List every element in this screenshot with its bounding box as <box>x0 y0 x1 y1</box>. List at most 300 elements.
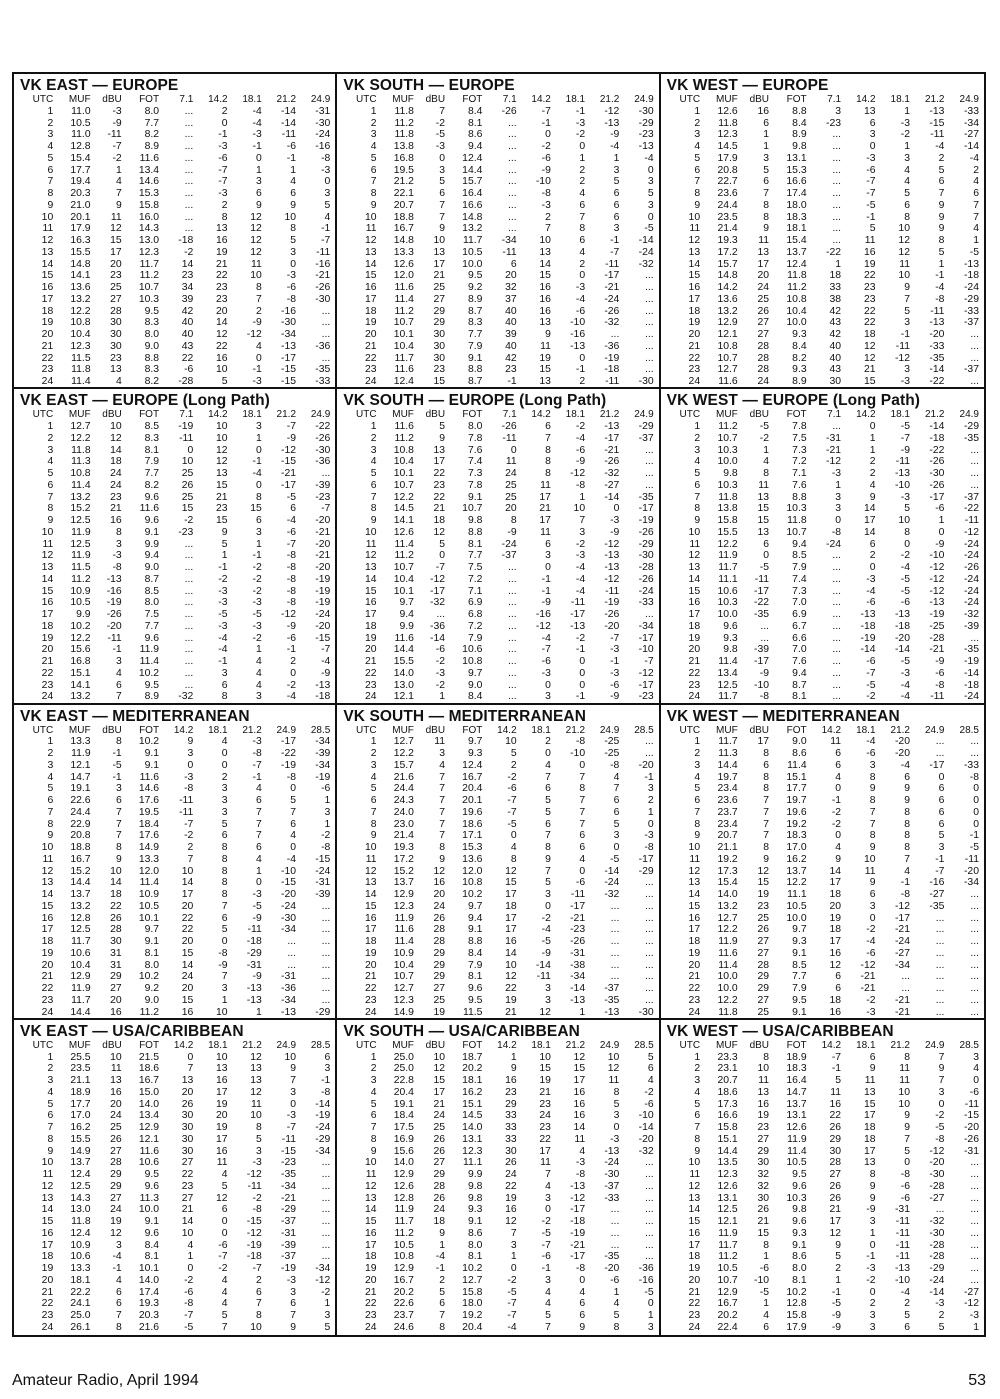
table-cell: 15.2 <box>70 503 91 515</box>
table-cell: 21 <box>41 971 54 983</box>
table-cell: 11.7 <box>718 1239 738 1251</box>
table-cell: 16 <box>688 1227 701 1239</box>
table-cell: 0 <box>835 783 842 795</box>
table-cell: 26 <box>829 1122 842 1133</box>
table-cell: -35 <box>604 994 620 1006</box>
table-cell: -14 <box>929 364 945 376</box>
table-cell: -8 <box>935 293 945 305</box>
table-cell: 26 <box>110 912 122 924</box>
table-cell: 21 <box>688 971 701 983</box>
table-cell: 27 <box>433 293 446 305</box>
table-cell: -24 <box>638 246 654 258</box>
table-row <box>343 819 654 831</box>
table-cell: -7 <box>286 421 297 432</box>
table-cell: -6 <box>644 1098 654 1110</box>
column-header: 14.2 <box>531 409 551 421</box>
prediction-panel <box>337 389 660 704</box>
table-cell: -10 <box>638 1110 654 1122</box>
table-cell: -13 <box>604 550 620 562</box>
table-cell: 24 <box>41 691 54 703</box>
table-cell: -9 <box>541 597 551 609</box>
table-cell: ... <box>321 994 331 1006</box>
column-header: UTC <box>356 409 377 421</box>
table-cell: 9.9 <box>144 538 160 550</box>
table-cell: 11.9 <box>139 644 160 656</box>
table-cell: 0 <box>579 679 586 691</box>
table-cell: -24 <box>638 585 654 597</box>
table-cell: 23 <box>539 1098 551 1110</box>
table-cell: 14.4 <box>70 877 91 889</box>
table-row <box>667 597 980 609</box>
table-row <box>343 854 654 866</box>
table-cell: 4 <box>47 771 54 783</box>
table-cell: -6 <box>184 364 194 376</box>
table-cell: 5 <box>47 468 54 479</box>
table-cell: 0 <box>647 1298 654 1310</box>
table-row <box>20 421 331 433</box>
table-cell: -10 <box>638 644 654 656</box>
table-cell: 0 <box>187 1263 194 1274</box>
table-cell: 6 <box>545 818 551 830</box>
table-cell: -11 <box>570 889 586 900</box>
table-cell: 8 <box>904 842 910 853</box>
table-cell: ... <box>184 538 194 550</box>
table-cell: 11.2 <box>394 550 414 562</box>
table-cell: 0 <box>290 667 297 679</box>
table-cell: -16 <box>315 141 331 152</box>
column-header: MUF <box>716 724 738 736</box>
table-cell: 3 <box>370 1075 377 1086</box>
table-cell: 27 <box>757 994 770 1006</box>
table-cell: -13 <box>106 573 122 585</box>
table-cell: 7.8 <box>792 421 807 432</box>
table-cell: 2 <box>370 748 377 759</box>
table-cell: 7 <box>221 900 228 912</box>
table-cell: 24 <box>41 1006 54 1018</box>
table-cell: -5 <box>610 853 620 865</box>
table-cell: 20.2 <box>393 1286 414 1298</box>
table-cell: 6 <box>221 830 228 842</box>
table-cell: 3 <box>647 176 654 188</box>
table-cell: 8 <box>763 1239 770 1251</box>
table-cell: 13.0 <box>70 1204 91 1216</box>
table-cell: 20.1 <box>462 795 483 806</box>
table-row <box>343 1052 654 1064</box>
table-cell: ... <box>610 1227 620 1239</box>
table-row <box>667 609 980 621</box>
table-row <box>20 294 331 306</box>
column-header: 21.2 <box>565 1039 586 1051</box>
table-cell: -35 <box>754 609 770 620</box>
column-header: MUF <box>68 724 91 736</box>
table-cell: -32 <box>430 597 446 609</box>
table-cell: -13 <box>570 1180 586 1192</box>
table-cell: 9.1 <box>467 352 483 364</box>
table-cell: 27 <box>757 1133 770 1145</box>
table-cell: -29 <box>929 1263 945 1274</box>
table-cell: 16 <box>365 597 377 609</box>
table-cell: 11.7 <box>394 1216 414 1227</box>
table-cell: -3 <box>900 117 910 129</box>
table-cell: 3 <box>545 983 551 994</box>
table-cell: 23 <box>181 1180 194 1192</box>
table-cell: -15 <box>280 376 297 387</box>
table-cell: -1 <box>935 270 945 282</box>
table-cell: 30 <box>829 1145 842 1157</box>
table-cell: 12.7 <box>717 912 738 924</box>
table-cell: 28 <box>829 1157 842 1169</box>
table-row <box>20 736 331 748</box>
table-cell: 1 <box>256 865 262 877</box>
table-cell: 10.9 <box>70 1239 91 1251</box>
table-cell: 14.3 <box>138 223 160 235</box>
table-cell: 13.4 <box>138 1110 160 1122</box>
table-cell: 10.5 <box>70 117 91 129</box>
table-cell: 7.8 <box>467 432 483 444</box>
table-cell: ... <box>832 164 842 176</box>
table-row <box>20 983 331 995</box>
prediction-panel <box>337 705 660 1020</box>
table-cell: 18 <box>829 994 842 1006</box>
table-cell: -17 <box>570 900 586 912</box>
table-cell: -9 <box>112 117 122 129</box>
table-row <box>343 1087 654 1099</box>
table-cell: 9 <box>835 853 842 865</box>
table-row <box>667 866 980 878</box>
table-cell: 7 <box>545 830 551 842</box>
table-cell: -18 <box>963 679 979 691</box>
table-cell: -5 <box>831 1298 842 1310</box>
table-cell: -12 <box>246 1169 262 1180</box>
table-cell: 17 <box>863 515 876 526</box>
table-cell: 14 <box>539 258 551 270</box>
table-cell: -1 <box>866 1251 876 1263</box>
table-cell: 24 <box>181 971 194 983</box>
table-cell: -13 <box>894 1263 910 1274</box>
table-cell: 1 <box>510 1051 517 1063</box>
table-cell: -17 <box>929 491 945 503</box>
table-cell: -20 <box>106 620 122 632</box>
table-cell: 23 <box>110 491 122 503</box>
table-cell: 8.5 <box>792 550 807 562</box>
table-cell: 20.3 <box>138 1310 160 1321</box>
table-cell: 8.7 <box>467 305 483 317</box>
table-cell: 10.5 <box>462 246 483 258</box>
table-cell: -8 <box>252 748 262 759</box>
table-cell: -18 <box>178 235 194 246</box>
table-cell: 10.1 <box>138 1263 160 1274</box>
table-row <box>667 129 980 141</box>
table-cell: 7 <box>187 1063 194 1075</box>
table-cell: 18 <box>41 936 54 947</box>
table-cell: 15 <box>863 376 876 387</box>
prediction-panel <box>14 389 337 704</box>
table-cell: 12 <box>573 1051 586 1063</box>
table-cell: 11 <box>758 479 770 491</box>
table-cell: 14.8 <box>462 211 483 223</box>
table-cell: 17 <box>688 1239 701 1251</box>
table-row <box>667 200 980 212</box>
table-cell: 0 <box>973 783 979 795</box>
table-row <box>343 597 654 609</box>
table-cell: 8 <box>694 818 701 830</box>
table-cell: 9 <box>938 1063 945 1075</box>
table-row <box>667 539 980 551</box>
table-cell: 9.4 <box>792 538 807 550</box>
table-cell: -3 <box>541 667 551 679</box>
table-cell: -3 <box>218 188 228 199</box>
prediction-table <box>343 725 654 1019</box>
table-cell: -25 <box>604 748 620 759</box>
table-cell: 13.7 <box>70 1157 91 1169</box>
table-cell: -5 <box>644 223 654 235</box>
table-cell: ... <box>644 479 654 491</box>
table-cell: 17.5 <box>393 1122 414 1133</box>
table-cell: -24 <box>315 1122 331 1133</box>
table-cell: -1 <box>218 656 228 667</box>
table-row <box>343 795 654 807</box>
table-cell: 4 <box>370 456 377 468</box>
table-cell: 8.1 <box>144 947 160 959</box>
column-header: UTC <box>679 1039 701 1051</box>
table-cell: ... <box>832 644 842 656</box>
table-cell: -8 <box>286 550 297 562</box>
table-cell: -18 <box>963 270 979 282</box>
table-cell: -18 <box>929 432 945 444</box>
table-cell: -12 <box>315 1274 331 1286</box>
table-cell: 11 <box>365 223 377 235</box>
table-cell: -15 <box>280 456 297 468</box>
table-cell: 14.8 <box>393 235 414 246</box>
table-cell: 11.4 <box>787 1145 807 1157</box>
table-row <box>20 1322 331 1334</box>
table-cell: ... <box>935 924 945 936</box>
table-cell: 10.8 <box>717 340 738 352</box>
table-cell: 7 <box>439 105 446 117</box>
table-cell: -1 <box>435 1263 446 1274</box>
column-header: 18.1 <box>565 409 586 421</box>
table-cell: 7 <box>545 432 551 444</box>
table-cell: 6 <box>869 1051 876 1063</box>
table-row <box>20 1099 331 1111</box>
column-header: 21.2 <box>599 409 620 421</box>
table-row <box>343 1122 654 1134</box>
table-cell: 1 <box>869 1227 876 1239</box>
table-cell: -1 <box>575 644 586 656</box>
table-cell: -3 <box>435 141 446 152</box>
table-cell: 12 <box>365 865 377 877</box>
table-cell: -15 <box>280 877 297 889</box>
table-row <box>343 515 654 527</box>
table-cell: ... <box>507 620 517 632</box>
table-row <box>667 877 980 889</box>
column-header: 18.1 <box>856 1039 876 1051</box>
table-cell: 11.4 <box>71 376 91 387</box>
table-cell: 10 <box>181 865 194 877</box>
table-cell: -3 <box>900 491 910 503</box>
table-cell: 12 <box>898 235 910 246</box>
table-cell: 28 <box>110 924 122 936</box>
table-cell: -29 <box>638 117 654 129</box>
table-cell: ... <box>970 1169 979 1180</box>
table-cell: 21 <box>365 656 377 667</box>
table-cell: 24 <box>433 1204 446 1216</box>
table-row <box>343 983 654 995</box>
table-cell: 22 <box>181 924 194 936</box>
table-cell: 11.6 <box>394 632 414 644</box>
table-cell: 12.1 <box>393 691 414 703</box>
table-row <box>20 574 331 586</box>
table-row <box>667 901 980 913</box>
table-cell: 16 <box>41 1227 54 1239</box>
table-cell: 5 <box>904 1145 910 1157</box>
table-cell: -13 <box>570 340 586 352</box>
table-cell: -11 <box>107 632 122 644</box>
table-cell: ... <box>610 1204 620 1216</box>
table-row <box>667 795 980 807</box>
column-header: 14.2 <box>821 1039 842 1051</box>
table-cell: 0 <box>647 818 654 830</box>
table-cell: -4 <box>644 152 654 164</box>
table-cell: 10.9 <box>138 889 160 900</box>
table-cell: -26 <box>501 105 517 117</box>
table-cell: -19 <box>178 421 194 432</box>
table-cell: 7 <box>510 1227 517 1239</box>
table-cell: 21 <box>433 503 446 515</box>
table-cell: 14 <box>688 258 701 270</box>
table-cell: -5 <box>644 1286 654 1298</box>
table-row <box>20 842 331 854</box>
table-cell: -1 <box>831 1063 842 1075</box>
table-cell: -1 <box>575 364 586 376</box>
table-cell: 22 <box>365 352 377 364</box>
table-cell: 18.9 <box>70 1086 91 1098</box>
column-header: 18.1 <box>531 1039 551 1051</box>
table-row <box>20 329 331 341</box>
table-cell: 4 <box>973 176 979 188</box>
table-cell: 0 <box>221 1216 228 1227</box>
table-cell: 6 <box>47 164 54 176</box>
table-cell: 5 <box>290 235 297 246</box>
table-cell: 11 <box>864 235 876 246</box>
table-cell: 9.1 <box>792 947 807 959</box>
table-cell: -5 <box>184 1321 194 1333</box>
table-cell: 7.9 <box>467 632 483 644</box>
table-cell: 13.6 <box>717 293 738 305</box>
table-cell: 2 <box>869 1298 876 1310</box>
table-row <box>667 1193 980 1205</box>
table-cell: -14 <box>929 421 945 432</box>
table-cell: 6 <box>115 1298 122 1310</box>
table-cell: 11.7 <box>71 994 91 1006</box>
table-cell: 12.9 <box>138 1122 160 1133</box>
table-cell: 16 <box>433 877 446 889</box>
table-cell: 19.7 <box>786 795 807 806</box>
table-cell: 0 <box>510 830 517 842</box>
table-cell: 18 <box>365 1251 377 1263</box>
table-cell: 18 <box>433 515 446 526</box>
table-cell: 8.1 <box>467 971 483 983</box>
table-cell: 10.2 <box>138 971 160 983</box>
table-cell: 25 <box>757 293 770 305</box>
table-row <box>343 200 654 212</box>
table-cell: -12 <box>570 468 586 479</box>
table-cell: -8 <box>969 771 979 783</box>
table-cell: 0 <box>221 936 228 947</box>
table-cell: 14.0 <box>717 889 738 900</box>
table-cell: -9 <box>321 667 331 679</box>
table-cell: 8.0 <box>467 421 483 432</box>
table-row <box>667 364 980 376</box>
table-cell: 7 <box>545 223 551 235</box>
table-cell: 10 <box>110 421 122 432</box>
table-cell: -2 <box>575 129 586 141</box>
table-cell: 9 <box>256 199 262 211</box>
table-cell: 4 <box>256 853 262 865</box>
table-cell: 9 <box>115 853 122 865</box>
table-cell: 10.0 <box>138 1204 160 1216</box>
table-cell: 13 <box>863 105 876 117</box>
table-cell: ... <box>832 691 842 703</box>
table-cell: 9.6 <box>144 515 160 526</box>
table-row <box>20 1275 331 1287</box>
panel-title: VK WEST — EUROPE (Long Path) <box>666 392 921 410</box>
table-cell: -2 <box>321 830 331 842</box>
table-cell: 15.8 <box>717 515 738 526</box>
table-cell: 1 <box>763 1251 770 1263</box>
table-cell: -4 <box>541 632 551 644</box>
table-cell: -6 <box>286 526 297 538</box>
table-cell: 5 <box>647 188 654 199</box>
table-cell: 30 <box>757 1157 770 1169</box>
table-cell: 24 <box>41 376 54 387</box>
table-cell: 11.6 <box>394 421 414 432</box>
table-cell: -2 <box>507 771 517 783</box>
table-cell: -11 <box>895 456 910 468</box>
table-row <box>667 106 980 118</box>
table-row <box>20 795 331 807</box>
table-cell: 13.2 <box>70 900 91 912</box>
table-cell: -11 <box>247 1180 262 1192</box>
table-cell: 11 <box>689 1169 701 1180</box>
table-cell: -3 <box>866 1263 876 1274</box>
table-cell: ... <box>610 912 620 924</box>
table-cell: 13.1 <box>786 1110 807 1122</box>
table-cell: 4 <box>904 176 910 188</box>
table-cell: 4 <box>904 865 910 877</box>
table-cell: 20 <box>688 1274 701 1286</box>
table-cell: 13.8 <box>717 503 738 515</box>
table-cell: ... <box>184 152 194 164</box>
table-cell: -5 <box>507 818 517 830</box>
table-cell: -9 <box>610 691 620 703</box>
table-cell: 8.6 <box>792 748 807 759</box>
table-cell: 6 <box>545 421 551 432</box>
table-cell: 22 <box>365 1298 377 1310</box>
table-cell: 15.6 <box>393 1145 414 1157</box>
table-row <box>343 877 654 889</box>
table-cell: 11 <box>42 538 54 550</box>
table-cell: 27 <box>110 1145 122 1157</box>
table-cell: 7 <box>221 1321 228 1333</box>
table-cell: 7.3 <box>467 468 483 479</box>
table-cell: ... <box>507 679 517 691</box>
table-cell: 24.4 <box>393 783 414 795</box>
table-cell: 8.8 <box>467 364 483 376</box>
table-cell: -31 <box>246 959 262 971</box>
table-row <box>343 889 654 901</box>
table-cell: 13 <box>688 1192 701 1204</box>
